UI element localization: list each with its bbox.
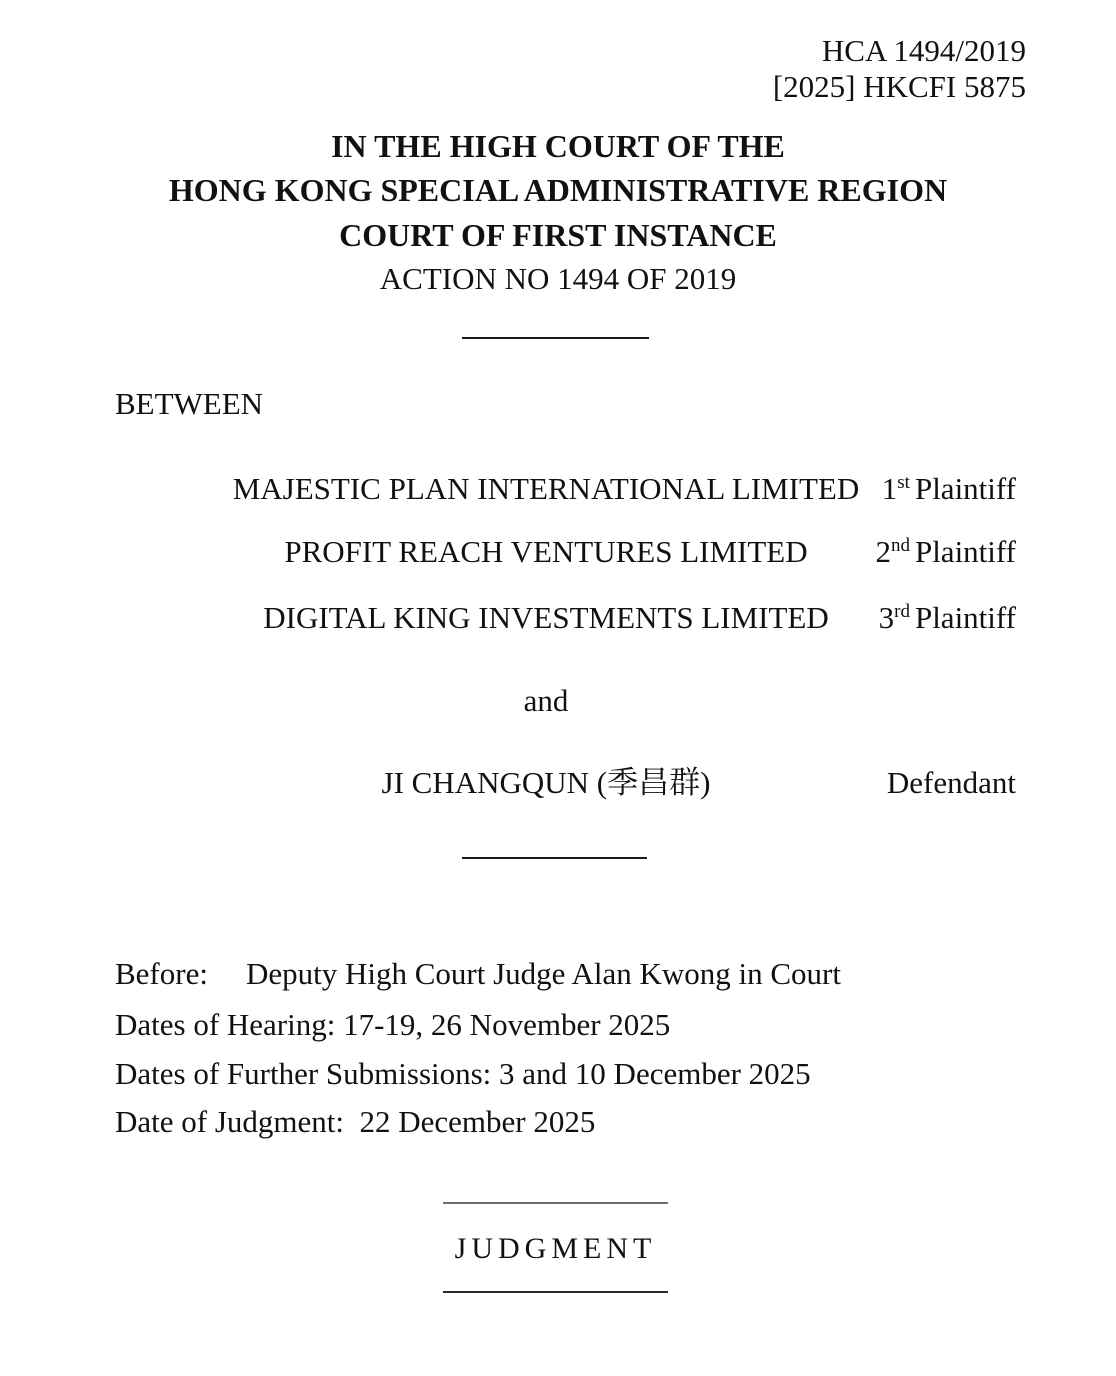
plaintiff-2-ordinal-suffix: nd [890, 534, 910, 556]
case-number: HCA 1494/2019 [821, 33, 1026, 68]
hearing-dates-line: Dates of Hearing: 17-19, 26 November 2025 [115, 1007, 671, 1042]
plaintiff-2-role-label: Plaintiff [914, 534, 1016, 569]
plaintiff-1-role [882, 470, 1016, 508]
court-header-line-2: HONG KONG SPECIAL ADMINISTRATIVE REGION [168, 172, 948, 208]
further-submissions-line: Dates of Further Submissions: 3 and 10 December 2025 [115, 1056, 811, 1091]
plaintiff-2-role [875, 533, 1016, 571]
plaintiff-3-role-label: Plaintiff [914, 600, 1016, 635]
plaintiff-1-role-label: Plaintiff [914, 471, 1016, 506]
court-header-line-1: IN THE HIGH COURT OF THE [331, 128, 785, 164]
plaintiff-3-name: DIGITAL KING INVESTMENTS LIMITED [263, 600, 829, 635]
before-label: Before: [115, 956, 208, 991]
judgment-heading: JUDGMENT [454, 1232, 657, 1265]
separator-rule-top [462, 337, 649, 339]
court-header-line-3: COURT OF FIRST INSTANCE [339, 217, 777, 253]
judgment-date-line: Date of Judgment: 22 December 2025 [115, 1104, 596, 1139]
defendant-name: JI CHANGQUN (季昌群) [381, 765, 711, 800]
plaintiff-3-ordinal: 3 [878, 600, 895, 635]
before-value: Deputy High Court Judge Alan Kwong in Court [245, 956, 841, 991]
judgment-rule-bottom [443, 1291, 668, 1293]
plaintiff-1-ordinal: 1 [881, 471, 898, 506]
plaintiff-1-ordinal-suffix: st [897, 471, 910, 493]
separator-rule-middle [462, 857, 647, 859]
conjunction-and: and [523, 683, 569, 718]
judgment-rule-top [443, 1202, 668, 1204]
action-number-line: ACTION NO 1494 OF 2019 [379, 261, 737, 296]
neutral-citation: [2025] HKCFI 5875 [772, 69, 1026, 104]
defendant-role-label: Defendant [886, 765, 1016, 800]
before-line [115, 955, 841, 993]
plaintiff-3-role [879, 599, 1016, 637]
plaintiff-1-name: MAJESTIC PLAN INTERNATIONAL LIMITED [232, 471, 860, 506]
case-references [773, 33, 1026, 105]
plaintiff-2-ordinal: 2 [875, 534, 891, 569]
between-label: BETWEEN [115, 386, 264, 421]
plaintiff-3-ordinal-suffix: rd [894, 600, 910, 622]
plaintiff-2-name: PROFIT REACH VENTURES LIMITED [284, 534, 808, 569]
